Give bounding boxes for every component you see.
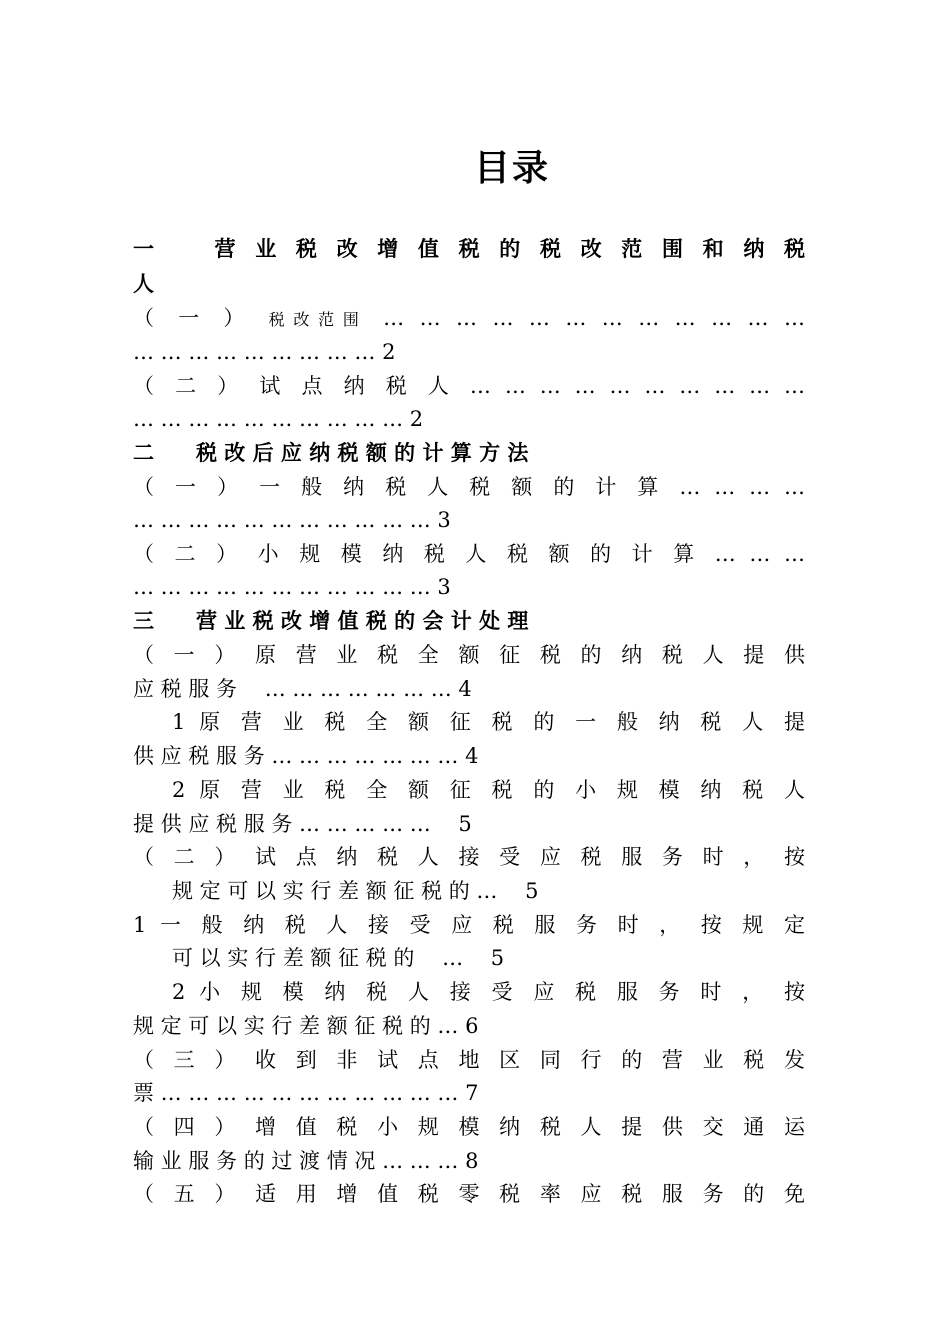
toc-entry-2-2[interactable]: （ 二 ） 小 规 模 纳 税 人 税 额 的 计 算 … … … <box>133 542 805 566</box>
toc-chapter-2[interactable]: 二 税 改 后 应 纳 税 额 的 计 算 方 法 <box>133 441 529 465</box>
toc-chapter-1[interactable]: 一 营 业 税 改 增 值 税 的 税 改 范 围 和 纳 税 <box>133 237 805 261</box>
toc-chapter-3[interactable]: 三 营 业 税 改 增 值 税 的 会 计 处 理 <box>133 609 529 633</box>
toc-entry-3-5[interactable]: （ 五 ） 适 用 增 值 税 零 税 率 应 税 服 务 的 免 <box>133 1182 805 1206</box>
toc-entry-3-4-cont: 输 业 服 务 的 过 渡 情 况 … … … 8 <box>133 1149 479 1173</box>
toc-entry-3-3[interactable]: （ 三 ） 收 到 非 试 点 地 区 同 行 的 营 业 税 发 <box>133 1048 805 1072</box>
toc-title: 目录 <box>473 148 550 189</box>
toc-entry-3-3-cont: 票 … … … … … … … … … … … 7 <box>133 1081 479 1105</box>
toc-entry-2-2-cont: … … … … … … … … … … … 3 <box>133 575 451 599</box>
toc-entry-3-1[interactable]: （ 一 ） 原 营 业 税 全 额 征 税 的 纳 税 人 提 供 <box>133 643 805 667</box>
toc-entry-3-2-1-cont: 可 以 实 行 差 额 征 税 的 … 5 <box>172 946 505 970</box>
toc-entry-3-1-2[interactable]: 2 原 营 业 税 全 额 征 税 的 小 规 模 纳 税 人 <box>172 778 805 802</box>
toc-entry-3-2-2-cont: 规 定 可 以 实 行 差 额 征 税 的 … 6 <box>133 1014 479 1038</box>
toc-entry-text: （ 一 ） 税改范围 … … … … … … … … … … … … <box>133 306 805 330</box>
toc-entry-3-4[interactable]: （ 四 ） 增 值 税 小 规 模 纳 税 人 提 供 交 通 运 <box>133 1115 805 1139</box>
toc-entry-1-1[interactable] <box>133 301 805 335</box>
toc-entry-1-2-cont: … … … … … … … … … … 2 <box>133 407 424 431</box>
toc-entry-3-1-1[interactable]: 1 原 营 业 税 全 额 征 税 的 一 般 纳 税 人 提 <box>172 710 805 734</box>
toc-entry-3-2-cont: 规 定 可 以 实 行 差 额 征 税 的 … 5 <box>172 879 539 903</box>
toc-entry-2-1[interactable]: （ 一 ） 一 般 纳 税 人 税 额 的 计 算 … … … … <box>133 475 805 499</box>
toc-entry-3-1-2-cont: 提 供 应 税 服 务 … … … … … 5 <box>133 812 472 836</box>
toc-entry-3-2-1[interactable]: 1 一 般 纳 税 人 接 受 应 税 服 务 时 ， 按 规 定 <box>133 913 805 937</box>
toc-entry-3-1-1-cont: 供 应 税 服 务 … … … … … … … 4 <box>133 744 479 768</box>
toc-entry-1-1-cont: … … … … … … … … … 2 <box>133 340 396 364</box>
toc-entry-1-2[interactable]: （ 二 ） 试 点 纳 税 人 … … … … … … … … … … <box>133 374 805 398</box>
toc-entry-3-2-2[interactable]: 2 小 规 模 纳 税 人 接 受 应 税 服 务 时 ， 按 <box>172 980 805 1004</box>
toc-entry-small-text: 税改范围 <box>268 310 368 329</box>
toc-entry-3-2[interactable]: （ 二 ） 试 点 纳 税 人 接 受 应 税 服 务 时 ， 按 <box>133 845 805 869</box>
toc-chapter-1-cont: 人 <box>133 272 154 296</box>
toc-entry-2-1-cont: … … … … … … … … … … … 3 <box>133 508 451 532</box>
toc-entry-3-1-cont: 应 税 服 务 … … … … … … … 4 <box>133 677 472 701</box>
